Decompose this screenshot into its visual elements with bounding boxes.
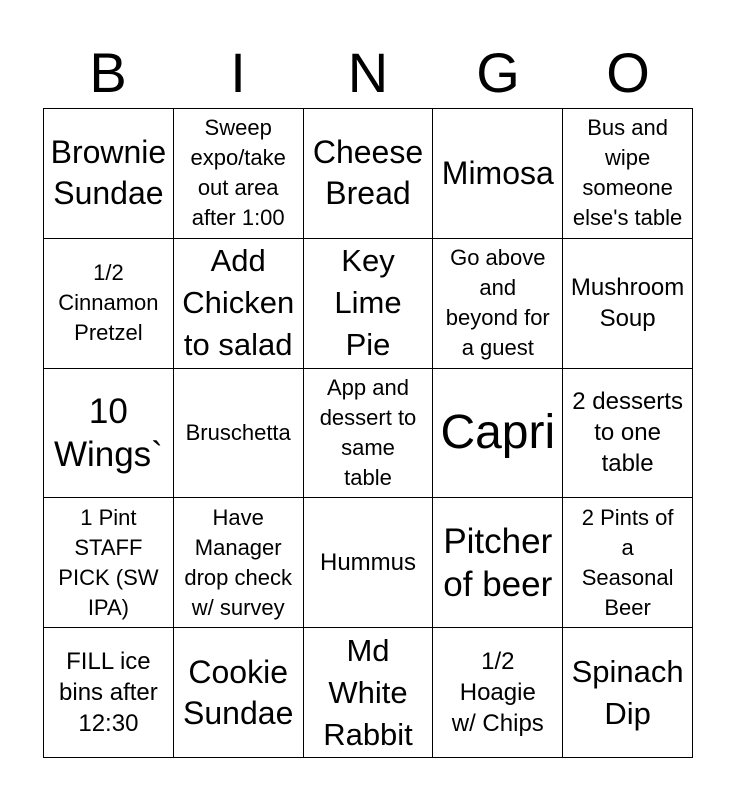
bingo-cell[interactable] bbox=[563, 109, 693, 239]
bingo-cell[interactable] bbox=[433, 628, 563, 758]
bingo-cell[interactable] bbox=[174, 239, 304, 369]
bingo-cell[interactable] bbox=[174, 369, 304, 499]
cell-text: Pitcher of beer bbox=[443, 521, 553, 604]
bingo-cell[interactable] bbox=[304, 628, 434, 758]
cell-text: 1/2 Hoagie w/ Chips bbox=[451, 648, 544, 738]
cell-text: 2 Pints of a Seasonal Beer bbox=[581, 504, 674, 620]
cell-text: Md White Rabbit bbox=[323, 632, 413, 752]
cell-text: Capri bbox=[440, 405, 556, 459]
bingo-cell[interactable] bbox=[563, 498, 693, 628]
bingo-cell[interactable] bbox=[433, 498, 563, 628]
header-letter-g: G bbox=[476, 41, 520, 104]
header-letter-n: N bbox=[347, 41, 389, 104]
cell-text: App and dessert to same table bbox=[319, 374, 417, 490]
bingo-cell[interactable] bbox=[433, 109, 563, 239]
cell-text: Add Chicken to salad bbox=[182, 243, 295, 363]
cell-text: 1/2 Cinnamon Pretzel bbox=[58, 260, 159, 346]
cell-text: 1 Pint STAFF PICK (SW IPA) bbox=[58, 504, 159, 620]
cell-text: Cheese Bread bbox=[312, 134, 424, 212]
cell-text: Brownie Sundae bbox=[50, 134, 167, 212]
bingo-cell[interactable] bbox=[44, 369, 174, 499]
cell-text: Have Manager drop check w/ survey bbox=[184, 504, 292, 620]
header-letter-i: I bbox=[230, 41, 246, 104]
cell-text: Bruschetta bbox=[185, 419, 291, 445]
bingo-cell[interactable] bbox=[304, 109, 434, 239]
cell-text: Hummus bbox=[319, 549, 416, 577]
cell-text: Key Lime Pie bbox=[334, 243, 402, 363]
cell-text: Mushroom Soup bbox=[570, 274, 685, 333]
bingo-cell[interactable] bbox=[44, 239, 174, 369]
bingo-cell[interactable] bbox=[44, 628, 174, 758]
bingo-header bbox=[43, 38, 693, 108]
header-letter-o: O bbox=[606, 41, 650, 104]
bingo-cell[interactable] bbox=[44, 498, 174, 628]
bingo-cell[interactable] bbox=[174, 498, 304, 628]
cell-text: 2 desserts to one table bbox=[572, 388, 683, 478]
bingo-cell[interactable] bbox=[174, 628, 304, 758]
cell-text: FILL ice bins after 12:30 bbox=[59, 648, 158, 738]
bingo-cell[interactable] bbox=[563, 239, 693, 369]
cell-text: Mimosa bbox=[441, 154, 554, 191]
cell-text: Go above and beyond for a guest bbox=[445, 245, 550, 361]
bingo-cell[interactable] bbox=[174, 109, 304, 239]
cell-text: Cookie Sundae bbox=[183, 653, 294, 731]
header-letter-b: B bbox=[89, 41, 127, 104]
bingo-cell[interactable] bbox=[433, 239, 563, 369]
bingo-cell[interactable] bbox=[563, 628, 693, 758]
bingo-cell[interactable] bbox=[304, 498, 434, 628]
bingo-cell[interactable] bbox=[304, 239, 434, 369]
bingo-cell[interactable] bbox=[304, 369, 434, 499]
cell-text: 10 Wings` bbox=[53, 391, 163, 474]
cell-text: Bus and wipe someone else's table bbox=[572, 115, 683, 231]
bingo-cell[interactable] bbox=[433, 369, 563, 499]
cell-text: Sweep expo/take out area after 1:00 bbox=[190, 115, 286, 231]
cell-text: Spinach Dip bbox=[571, 653, 684, 731]
bingo-cell[interactable] bbox=[563, 369, 693, 499]
bingo-cell[interactable] bbox=[44, 109, 174, 239]
bingo-grid bbox=[43, 108, 693, 758]
